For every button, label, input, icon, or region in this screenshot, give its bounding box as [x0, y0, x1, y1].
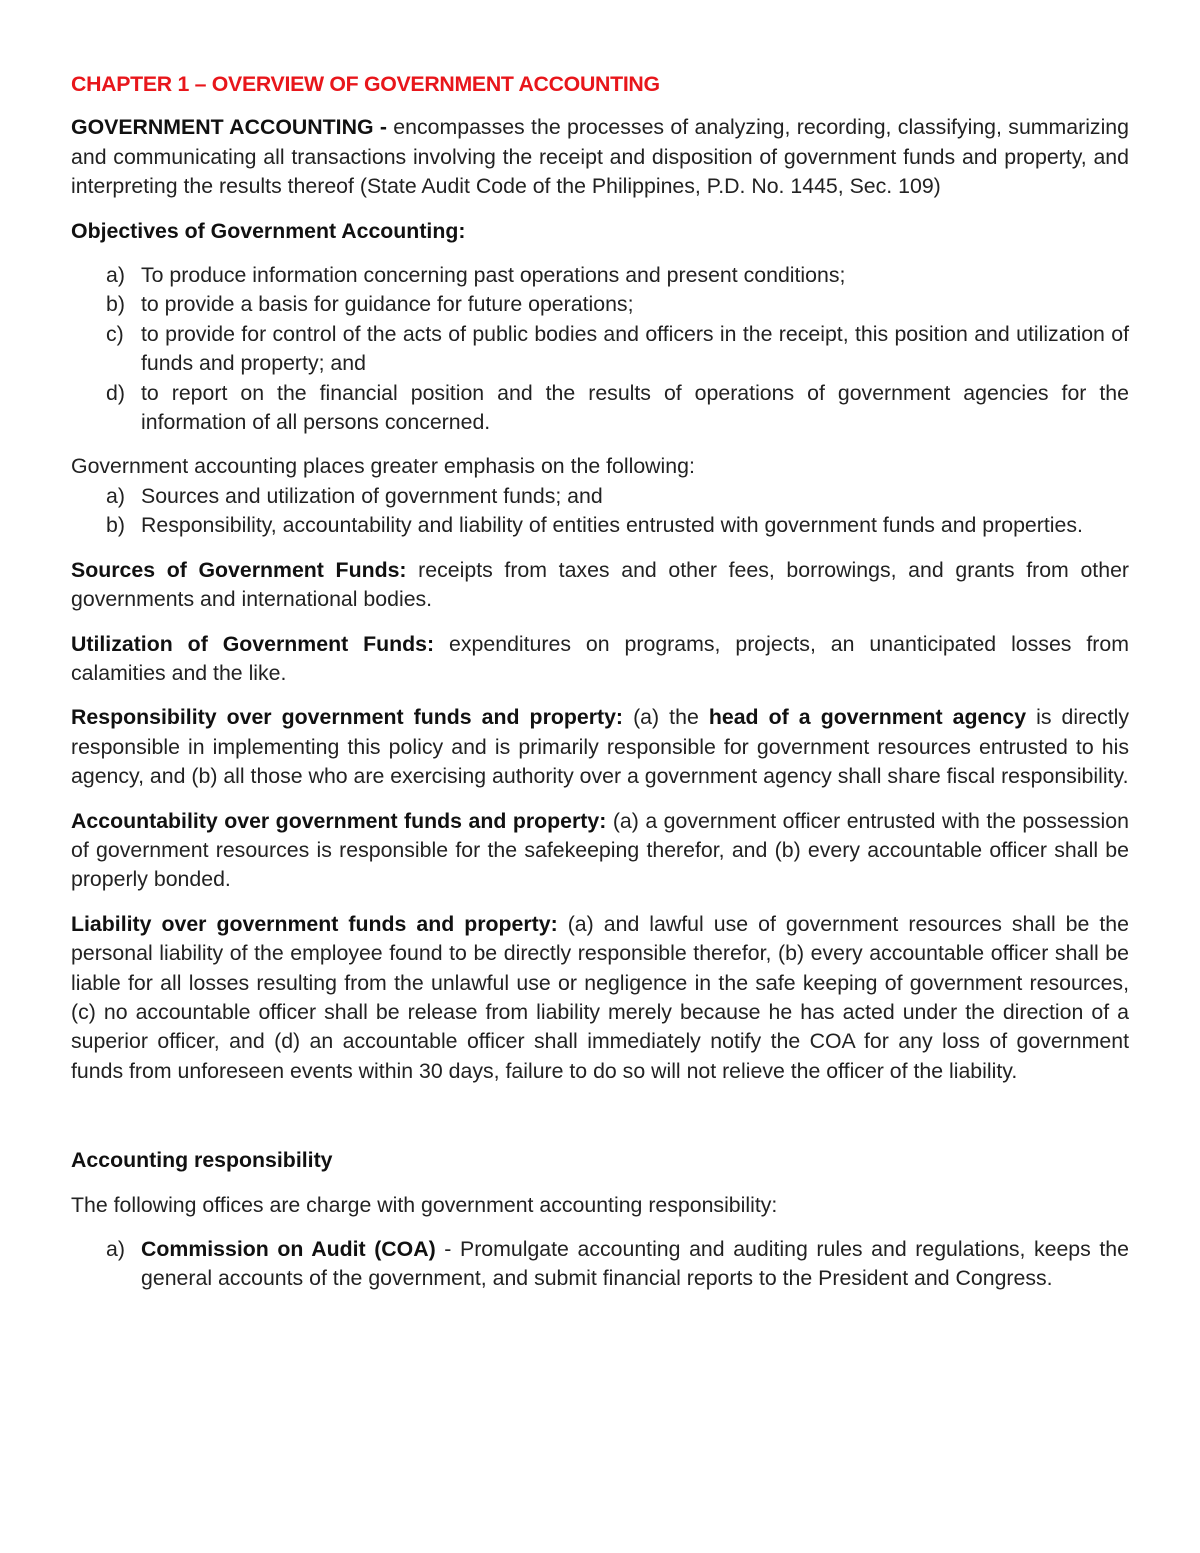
responsibility-paragraph: [71, 703, 1129, 791]
list-item: [71, 482, 1129, 511]
list-label: a): [106, 1237, 125, 1261]
list-item: [71, 320, 1129, 379]
accountability-paragraph: [71, 807, 1129, 895]
list-label: a): [106, 483, 125, 508]
utilization-text: expenditures on programs, projects, an unanticipated losses from calamities and the like.: [71, 631, 1129, 685]
emphasis-list: [71, 482, 1129, 541]
list-text: - Promulgate accounting and auditing rules and regulations, keeps the general accounts of the government, and submit financial reports to the President and Congress.: [141, 1237, 1129, 1291]
list-text: To produce information concerning past operations and present conditions;: [141, 263, 846, 288]
section-heading: Accounting responsibility: [71, 1148, 333, 1173]
emphasis-intro: Government accounting places greater emphasis on the following:: [71, 454, 695, 479]
sources-term: Sources of Government Funds:: [71, 557, 407, 582]
accountability-term: Accountability over government funds and property:: [71, 808, 607, 833]
list-text: to provide a basis for guidance for future operations;: [141, 292, 634, 317]
objectives-list: [71, 261, 1129, 437]
list-text: to provide for control of the acts of public bodies and officers in the receipt, this position and utilization of funds and property; and: [141, 321, 1129, 376]
responsibility-term: Responsibility over government funds and property:: [71, 705, 624, 730]
list-label: d): [106, 380, 125, 405]
list-item: [71, 511, 1129, 540]
responsibility-text: (a) the: [623, 705, 709, 730]
list-label: b): [106, 513, 125, 538]
list-item: [71, 1235, 1129, 1294]
liability-paragraph: [71, 910, 1129, 1086]
definition-paragraph: [71, 113, 1129, 201]
utilization-term: Utilization of Government Funds:: [71, 631, 435, 656]
offices-list: [71, 1235, 1129, 1294]
accounting-responsibility-heading: [71, 1146, 1129, 1175]
sources-paragraph: [71, 556, 1129, 615]
list-label: a): [106, 263, 125, 288]
accountability-text: (a) a government officer entrusted with the possession of government resources is responsible for the safekeeping therefor, and (b) every accountable officer shall be properly bonded.: [71, 808, 1129, 892]
liability-text: (a) and lawful use of government resources shall be the personal liability of the employee found to be directly responsible therefor, (b) every accountable officer shall be liable for all losses resulting from the unlawful use or negligence in the safe keeping of government resources, (c) no accountable officer shall be release from liability merely because he has acted under the direction of a superior officer, and (d) an accountable officer shall immediately notify the COA for any loss of government funds from unforeseen events within 30 days, failure to do so will not relieve the officer of the liability.: [71, 911, 1129, 1083]
chapter-title: CHAPTER 1 – OVERVIEW OF GOVERNMENT ACCOUNTING: [71, 72, 660, 96]
office-term: Commission on Audit (COA): [141, 1237, 436, 1261]
accounting-responsibility-intro: The following offices are charge with government accounting responsibility:: [71, 1192, 778, 1217]
list-text: to report on the financial position and the results of operations of government agencies for the information of all persons concerned.: [141, 380, 1129, 435]
sources-text: receipts from taxes and other fees, borrowings, and grants from other governments and international bodies.: [71, 557, 1129, 612]
list-item: [71, 290, 1129, 319]
objectives-heading: [71, 217, 1129, 246]
list-label: b): [106, 292, 125, 317]
list-item: [71, 379, 1129, 438]
utilization-paragraph: [71, 630, 1129, 689]
document-page: [71, 70, 1129, 1294]
list-text: Sources and utilization of government funds; and: [141, 483, 603, 508]
list-label: c): [106, 321, 124, 346]
responsibility-emphasis: head of a government agency: [708, 705, 1027, 730]
objectives-heading-text: Objectives of Government Accounting:: [71, 218, 466, 243]
definition-text: encompasses the processes of analyzing, recording, classifying, summarizing and communicating all transactions involving the receipt and disposition of government funds and property, and interpreting the results thereof (State Audit Code of the Philippines, P.D. No. 1445, Sec. 109): [71, 115, 1130, 199]
list-text: Responsibility, accountability and liability of entities entrusted with government funds and properties.: [141, 513, 1083, 538]
definition-term: GOVERNMENT ACCOUNTING -: [71, 115, 387, 140]
list-item: [71, 261, 1129, 290]
responsibility-text: is directly responsible in implementing this policy and is primarily responsible for government resources entrusted to his agency, and (b) all those who are exercising authority over a government agency shall share fiscal responsibility.: [71, 705, 1130, 789]
liability-term: Liability over government funds and property:: [71, 911, 558, 936]
